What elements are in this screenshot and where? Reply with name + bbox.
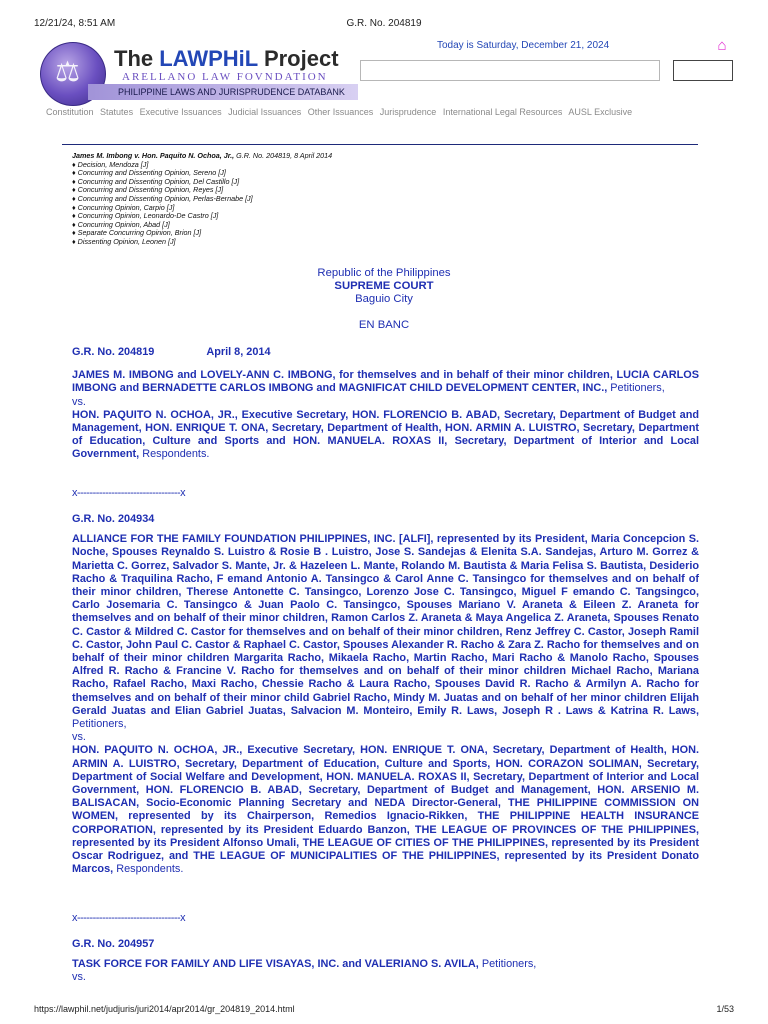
- respondents: HON. PAQUITO N. OCHOA, JR., Executive Secretary, HON. FLORENCIO B. ABAD, Secretary, Department of Budget and Management, HON. ENRIQUE T. ONA, Secretary, Department of Health, HON. ARMIN A. LUISTRO, Secretary, Department of Education, Culture and Sports and HON. MANUELA. ROXAS II, Secretary, Department of Interior and Local Government, Respondents.: [72, 408, 699, 461]
- nav-international-legal-resources[interactable]: International Legal Resources: [442, 107, 563, 117]
- case-number-line: G.R. No. 204819 April 8, 2014: [72, 346, 271, 358]
- header-divider: [62, 144, 698, 145]
- court-city: Baguio City: [355, 293, 413, 305]
- print-url: https://lawphil.net/judjuris/juri2014/apr2014/gr_204819_2014.html: [34, 1004, 295, 1014]
- versus: vs.: [72, 971, 86, 984]
- case-number-line: G.R. No. 204934: [72, 513, 155, 525]
- petitioners: ALLIANCE FOR THE FAMILY FOUNDATION PHILIPPINES, INC. [ALFI], represented by its President, Maria Concepcion S. Noche, Spouses Reynaldo S. Luistro & Rosie B . Luistro, Jose S. Sandejas & Elenita S.A. Sandejas, Arturo M. Gorrez & Marietta C. Gorrez, Salvador S. Mante, Jr. & Hazeleen L. Mante, Rolando M. Bautista & Maria Felisa S. Bautista, Desiderio Racho & Traquilina Racho, F emand Antonio A. Tansingco & Carol Anne C. Tansingco for themselves and on behalf of their minor children, Therese Antonette C. Tansingco, Lorenzo Jose C. Tansingco, Miguel F emando C. Tangsingco, Carlo Josemaria C. Tansingco & Juan Paolo C. Tansingco, Spouses Mariano V. Araneta & Eileen Z. Araneta for themselves and on behalf of their minor children, Ramon Carlos Z. Araneta & Maya Angelica Z. Araneta, Spouses Renato C. Castor & Mildred C. Castor for themselves and on behalf of their minor children, Renz Jeffrey C. Castor, Joseph Ramil C. Castor, John Paul C. Castor & Raphael C. Castor, Spouses Alexander R. Racho & Zara Z. Racho for themselves and on behalf of their minor children Margarita Racho, Mikaela Racho, Martin Racho, Mari Racho & Manolo Racho, Spouses Alfred R. Racho & Francine V. Racho for themselves and on behalf of their minor children Michael Racho, Mariana Racho, Rafael Racho, Maxi Racho, Chessie Racho & Laura Racho, Spouses David R. Racho & Armilyn A. Racho for themselves and on behalf of their minor child Gabriel Racho, Mindy M. Juatas and on behalf of her minor children Elijah Gerald Juatas and Elian Gabriel Juatas, Salvacion M. Monteiro, Emily R. Laws, Joseph R . Laws & Katrina R. Laws, Petitioners,: [72, 533, 699, 731]
- republic-line: Republic of the Philippines: [317, 267, 451, 279]
- brand-title: The LAWPHiL Project: [114, 46, 339, 71]
- opinion-link[interactable]: ♦ Concurring Opinion, Abad [J]: [72, 219, 170, 229]
- case-number-line: G.R. No. 204957: [72, 938, 155, 950]
- home-icon[interactable]: ⌂: [717, 37, 727, 54]
- court-name: SUPREME COURT: [334, 280, 434, 292]
- opinion-link[interactable]: ♦ Concurring and Dissenting Opinion, Reyes [J]: [72, 185, 224, 195]
- petitioners: JAMES M. IMBONG and LOVELY-ANN C. IMBONG, for themselves and in behalf of their minor children, LUCIA CARLOS IMBONG and BERNADETTE CARLOS IMBONG and MAGNIFICAT CHILD DEVELOPMENT CENTER, INC., Petitioners,: [72, 369, 699, 395]
- court-heading: [0, 267, 768, 306]
- nav-ausl-exclusive[interactable]: AUSL Exclusive: [568, 107, 633, 117]
- nav-other-issuances[interactable]: Other Issuances: [307, 107, 374, 117]
- nav-jurisprudence[interactable]: Jurisprudence: [379, 107, 437, 117]
- separator: x---------------------------------x: [72, 487, 186, 499]
- petitioners: TASK FORCE FOR FAMILY AND LIFE VISAYAS, INC. and VALERIANO S. AVILA, Petitioners,: [72, 958, 537, 971]
- brand-strip: PHILIPPINE LAWS AND JURISPRUDENCE DATABANK: [88, 84, 358, 100]
- nav-executive-issuances[interactable]: Executive Issuances: [139, 107, 222, 117]
- scales-icon: ⚖: [55, 55, 81, 88]
- opinion-link[interactable]: ♦ Concurring Opinion, Carpio [J]: [72, 202, 175, 212]
- print-timestamp: 12/21/24, 8:51 AM: [34, 18, 116, 29]
- related-case-title[interactable]: James M. Imbong v. Hon. Paquito N. Ochoa, Jr., G.R. No. 204819, 8 April 2014: [72, 151, 333, 160]
- main-nav: [46, 107, 734, 117]
- opinion-link[interactable]: ♦ Concurring and Dissenting Opinion, Perlas-Bernabe [J]: [72, 193, 253, 203]
- separator: x---------------------------------x: [72, 912, 186, 924]
- today-date: Today is Saturday, December 21, 2024: [437, 40, 610, 51]
- opinion-link[interactable]: ♦ Dissenting Opinion, Leonen [J]: [72, 236, 176, 246]
- site-banner[interactable]: [40, 40, 360, 104]
- nav-statutes[interactable]: Statutes: [100, 107, 134, 117]
- opinion-link[interactable]: ♦ Separate Concurring Opinion, Brion [J]: [72, 228, 202, 238]
- page-number: 1/53: [716, 1004, 734, 1014]
- nav-constitution[interactable]: Constitution: [46, 107, 94, 117]
- division: EN BANC: [358, 319, 410, 331]
- case-block-2: [72, 513, 699, 876]
- versus: vs.: [72, 731, 86, 744]
- print-doc-title: G.R. No. 204819: [346, 18, 422, 29]
- search-button[interactable]: [673, 60, 733, 81]
- brand-subtitle: ARELLANO LAW FOVNDATION: [122, 71, 328, 83]
- opinion-link[interactable]: ♦ Concurring Opinion, Leonardo-De Castro [J]: [72, 211, 219, 221]
- case-block-1: [72, 346, 699, 462]
- nav-judicial-issuances[interactable]: Judicial Issuances: [228, 107, 302, 117]
- versus: vs.: [72, 395, 86, 408]
- opinion-link[interactable]: ♦ Concurring and Dissenting Opinion, Del Castillo [J]: [72, 176, 240, 186]
- case-block-3: [72, 938, 699, 985]
- opinion-link[interactable]: ♦ Decision, Mendoza [J]: [72, 159, 149, 169]
- search-input[interactable]: [360, 60, 660, 81]
- opinion-link[interactable]: ♦ Concurring and Dissenting Opinion, Sereno [J]: [72, 168, 226, 178]
- related-opinions: [72, 152, 332, 247]
- respondents: HON. PAQUITO N. OCHOA, JR., Executive Secretary, HON. ENRIQUE T. ONA, Secretary, Department of Health, HON. ARMIN A. LUISTRO, Secretary, Department of Education, Culture and Sports, HON. CORAZON SOLIMAN, Secretary, Department of Social Welfare and Development, HON. MANUELA. ROXAS II, Secretary, Department of Interior and Local Government, HON. FLORENCIO B. ABAD, Secretary, Department of Budget and Management, HON. ARSENIO M. BALISACAN, Socio-Economic Planning Secretary and NEDA Director-General, THE PHILIPPINE COMMISSION ON WOMEN, represented by its Chairperson, Remedios Ignacio-Rikken, THE PHILIPPINE HEALTH INSURANCE CORPORATION, represented by its President Eduardo Banzon, THE LEAGUE OF PROVINCES OF THE PHILIPPINES, represented by its President Alfonso Umali, THE LEAGUE OF CITIES OF THE PHILIPPINES, represented by its President Oscar Rodriguez, and THE LEAGUE OF MUNICIPALITIES OF THE PHILIPPINES, represented by its President Donato Marcos, Respondents.: [72, 744, 699, 876]
